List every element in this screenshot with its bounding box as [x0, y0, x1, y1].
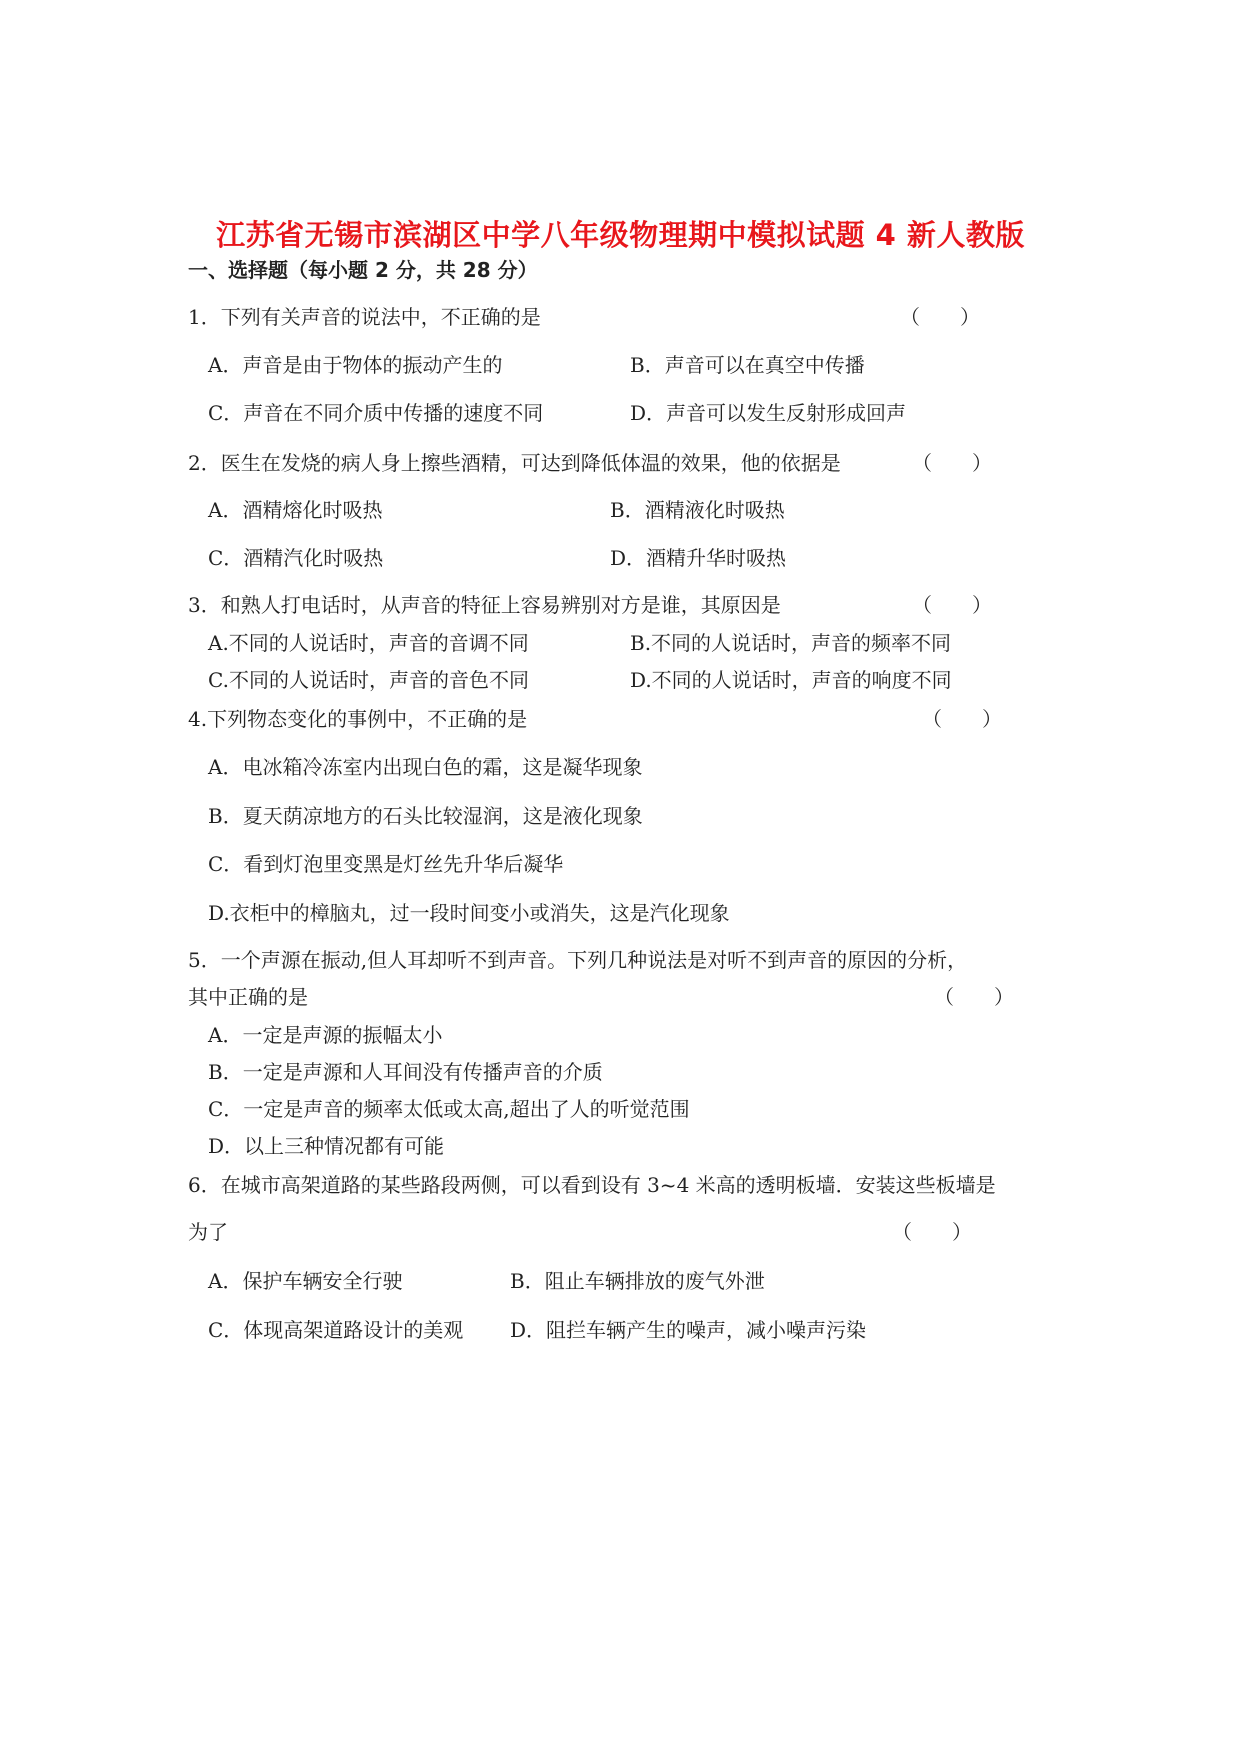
question-4-option-d: D.衣柜中的樟脑丸，过一段时间变小或消失，这是汽化现象 [208, 901, 730, 925]
question-5-option-a: A．一定是声源的振幅太小 [208, 1023, 443, 1047]
question-4-option-b: B．夏天荫凉地方的石头比较湿润，这是液化现象 [208, 804, 643, 828]
question-6-stem-line-2: 为了 [188, 1220, 228, 1244]
question-3-option-b: B.不同的人说话时，声音的频率不同 [630, 631, 952, 655]
question-5-option-c: C．一定是声音的频率太低或太高,超出了人的听觉范围 [208, 1097, 690, 1121]
question-4-stem: 4.下列物态变化的事例中，不正确的是 [188, 707, 528, 731]
question-5-option-b: B．一定是声源和人耳间没有传播声音的介质 [208, 1060, 603, 1084]
question-6-option-d: D．阻拦车辆产生的噪声，减小噪声污染 [510, 1318, 867, 1342]
question-5-stem-line-1: 5．一个声源在振动,但人耳却听不到声音。下列几种说法是对听不到声音的原因的分析， [188, 948, 968, 972]
question-6-stem-line-1: 6．在城市高架道路的某些路段两侧，可以看到设有 3~4 米高的透明板墙．安装这些板墙是 [188, 1173, 996, 1197]
question-1-stem: 1．下列有关声音的说法中，不正确的是 [188, 305, 541, 329]
question-4-option-a: A．电冰箱冷冻室内出现白色的霜，这是凝华现象 [208, 755, 643, 779]
question-1-option-c: C．声音在不同介质中传播的速度不同 [208, 401, 544, 425]
question-5-option-d: D．以上三种情况都有可能 [208, 1134, 445, 1158]
question-5-answer-blank: （ ） [934, 985, 1014, 1009]
question-2-option-c: C．酒精汽化时吸热 [208, 546, 384, 570]
question-3-answer-blank: （ ） [912, 593, 992, 617]
document-title: 江苏省无锡市滨湖区中学八年级物理期中模拟试题 4 新人教版 [216, 218, 1025, 252]
question-6-option-b: B．阻止车辆排放的废气外泄 [510, 1269, 765, 1293]
question-3-option-d: D.不同的人说话时，声音的响度不同 [630, 668, 952, 692]
question-6-answer-blank: （ ） [892, 1220, 972, 1244]
question-4-option-c: C．看到灯泡里变黑是灯丝先升华后凝华 [208, 852, 564, 876]
question-2-option-b: B．酒精液化时吸热 [610, 498, 785, 522]
question-4-answer-blank: （ ） [922, 707, 1002, 731]
question-3-stem: 3．和熟人打电话时，从声音的特征上容易辨别对方是谁，其原因是 [188, 593, 781, 617]
question-2-option-a: A．酒精熔化时吸热 [208, 498, 383, 522]
question-3-option-a: A.不同的人说话时，声音的音调不同 [208, 631, 529, 655]
question-1-answer-blank: （ ） [900, 305, 980, 329]
question-6-option-a: A．保护车辆安全行驶 [208, 1269, 403, 1293]
question-5-stem-line-2: 其中正确的是 [188, 985, 308, 1009]
question-2-option-d: D．酒精升华时吸热 [610, 546, 787, 570]
question-2-answer-blank: （ ） [912, 451, 992, 475]
question-3-option-c: C.不同的人说话时，声音的音色不同 [208, 668, 529, 692]
question-1-option-d: D．声音可以发生反射形成回声 [630, 401, 907, 425]
question-6-option-c: C．体现高架道路设计的美观 [208, 1318, 464, 1342]
section-heading: 一、选择题（每小题 2 分，共 28 分） [188, 258, 538, 282]
question-2-stem: 2．医生在发烧的病人身上擦些酒精，可达到降低体温的效果，他的依据是 [188, 451, 841, 475]
question-1-option-a: A．声音是由于物体的振动产生的 [208, 353, 503, 377]
question-1-option-b: B．声音可以在真空中传播 [630, 353, 865, 377]
